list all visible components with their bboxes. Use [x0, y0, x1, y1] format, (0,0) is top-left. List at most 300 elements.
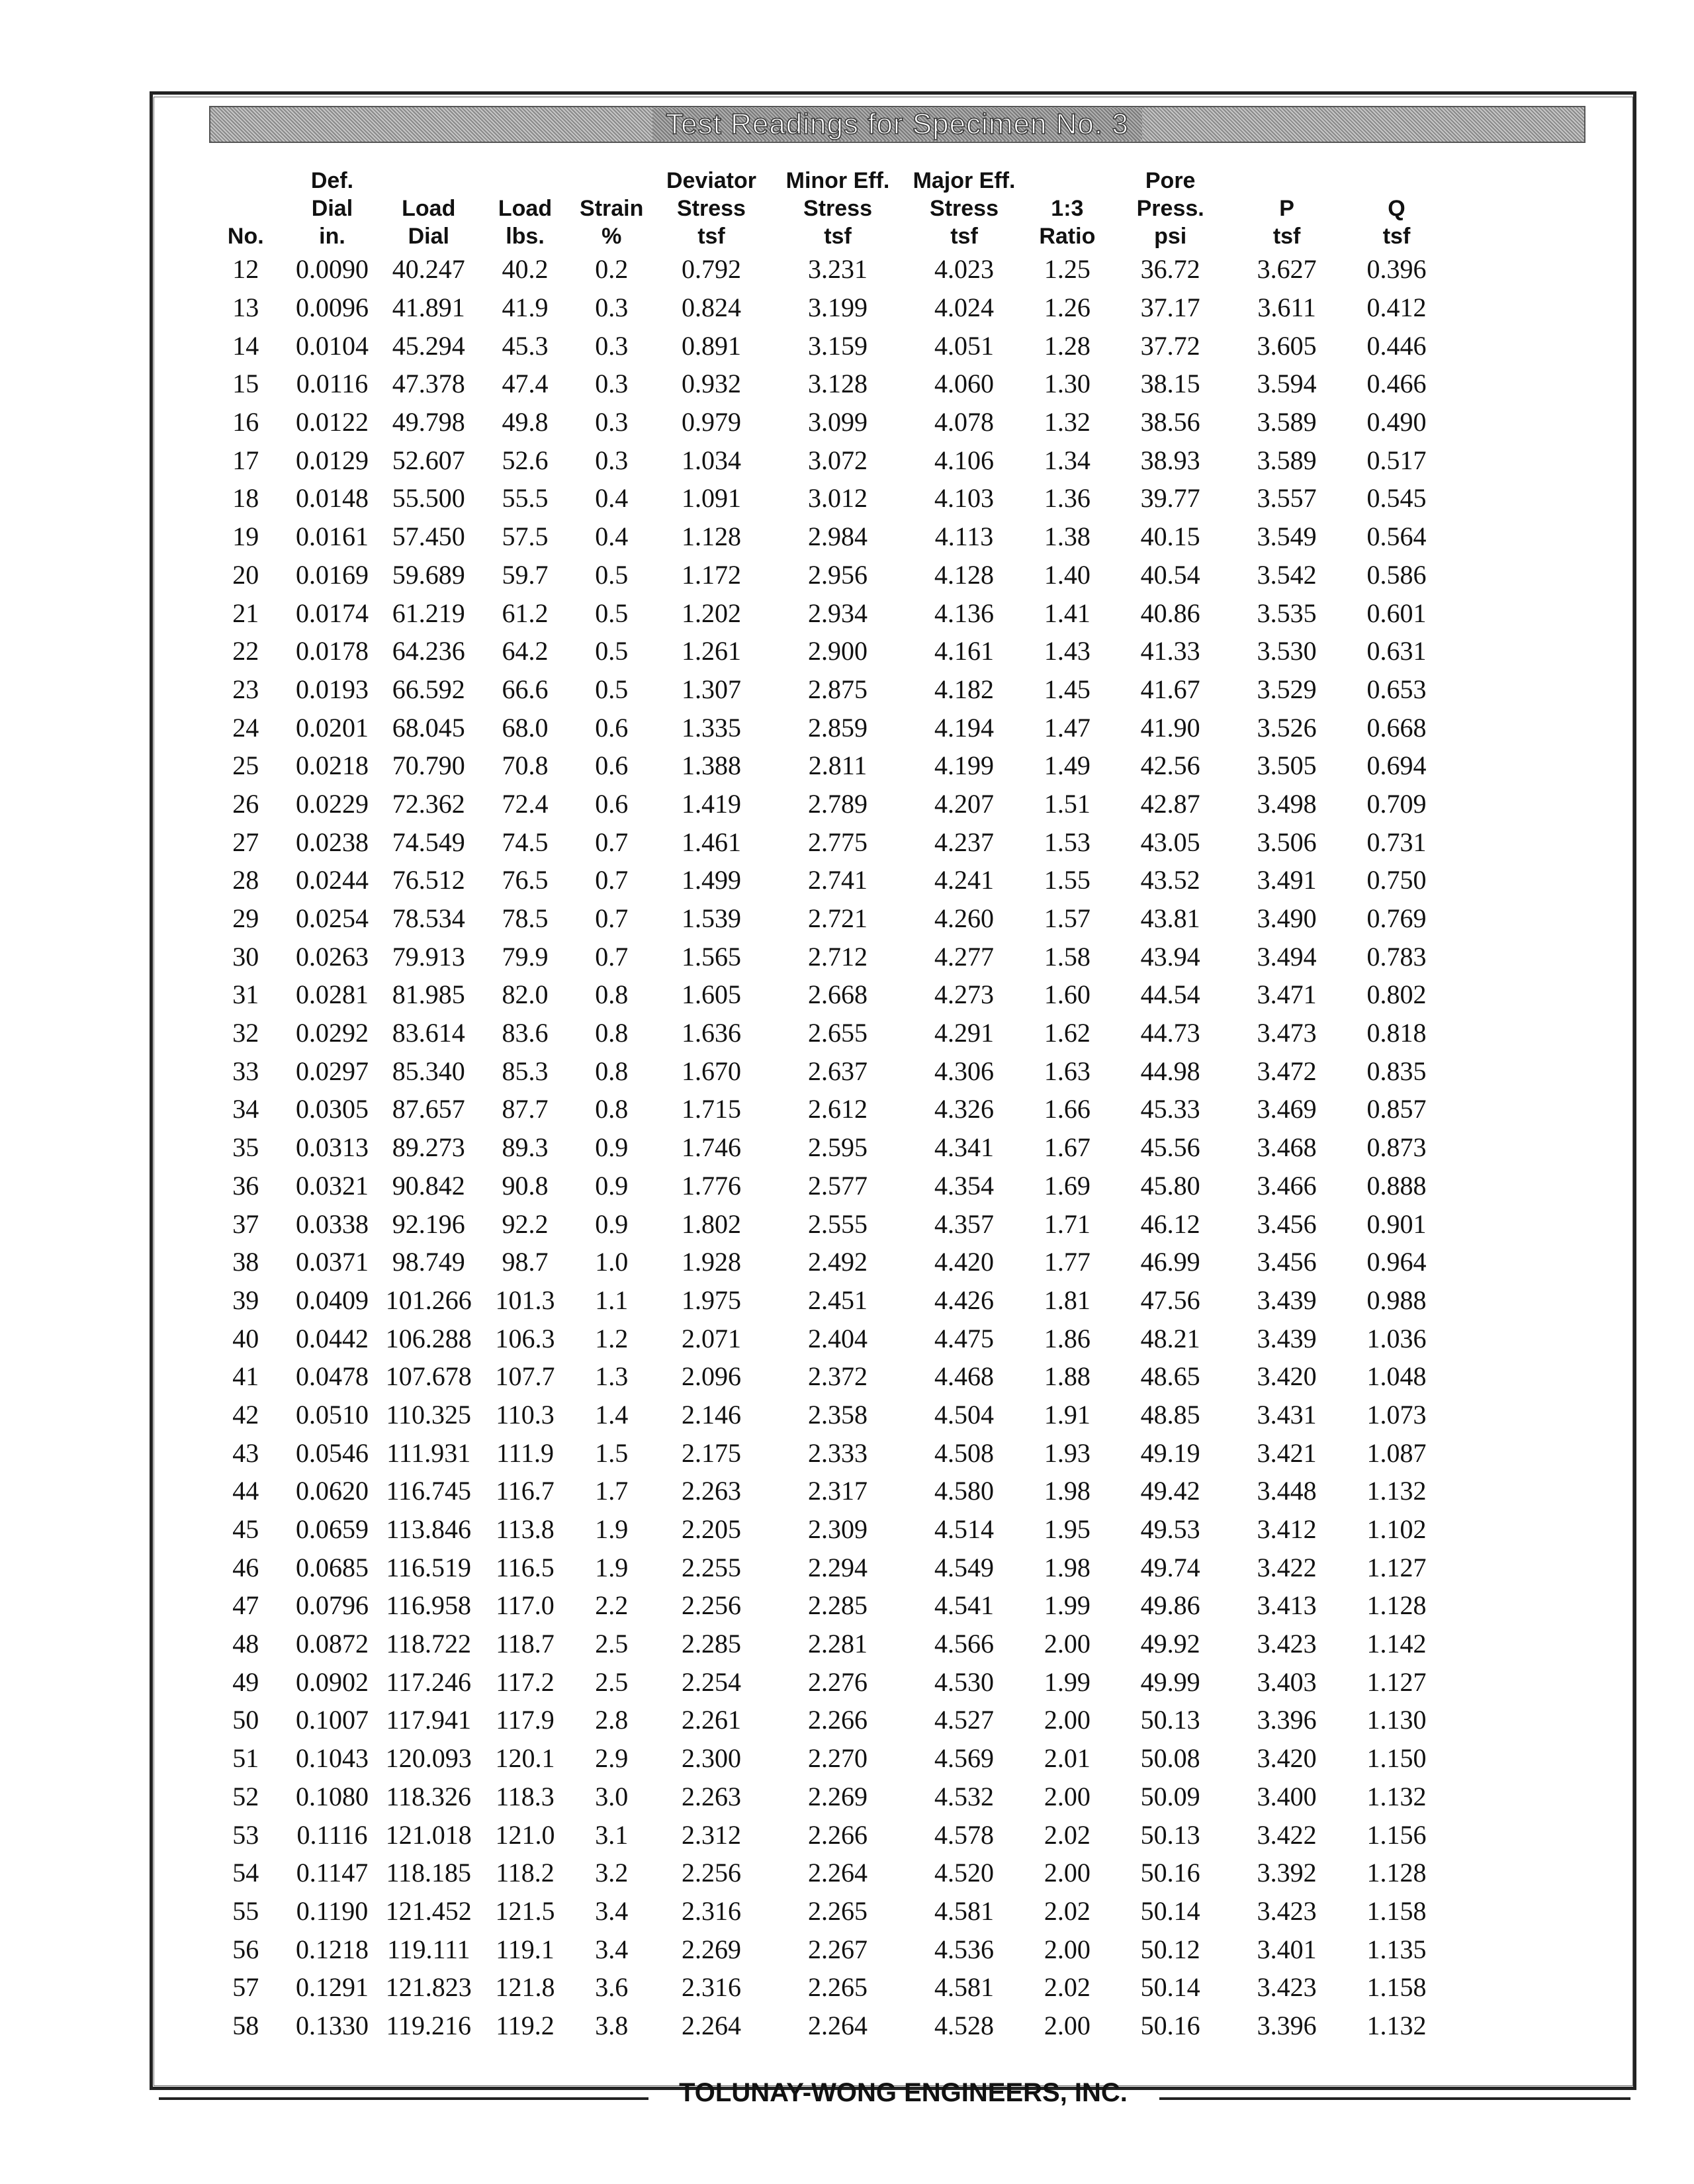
- table-cell: 0.0129: [295, 445, 369, 475]
- table-cell: 0.9: [595, 1170, 629, 1201]
- table-cell: 2.451: [808, 1285, 868, 1315]
- table-cell: 1.172: [681, 559, 741, 590]
- table-cell: 4.326: [934, 1094, 995, 1124]
- table-cell: 2.309: [808, 1514, 868, 1545]
- table-cell: 3.423: [1257, 1972, 1317, 2003]
- table-cell: 1.34: [1044, 445, 1091, 475]
- table-cell: 1.565: [681, 941, 741, 972]
- table-cell: 44.54: [1140, 979, 1200, 1010]
- table-row: [209, 1433, 1453, 1472]
- table-cell: 54: [232, 1858, 259, 1888]
- table-cell: 1.202: [681, 598, 741, 628]
- table-cell: 2.404: [808, 1323, 868, 1353]
- table-cell: 0.694: [1366, 751, 1427, 781]
- table-cell: 40.247: [392, 254, 465, 285]
- table-cell: 4.103: [934, 483, 995, 514]
- table-cell: 90.842: [392, 1170, 465, 1201]
- table-cell: 0.7: [595, 827, 629, 857]
- table-cell: 57.5: [502, 522, 549, 552]
- table-cell: 50: [232, 1705, 259, 1735]
- table-cell: 2.276: [808, 1666, 868, 1697]
- table-cell: 0.412: [1366, 293, 1427, 323]
- table-cell: 1.26: [1044, 293, 1091, 323]
- table-cell: 4.199: [934, 751, 995, 781]
- table-cell: 41.67: [1140, 674, 1200, 704]
- table-cell: 0.6: [595, 788, 629, 819]
- table-cell: 1.132: [1366, 2010, 1427, 2040]
- table-cell: 1.802: [681, 1208, 741, 1239]
- table-cell: 1.99: [1044, 1590, 1091, 1621]
- table-cell: 1.43: [1044, 636, 1091, 666]
- table-cell: 49.92: [1140, 1629, 1200, 1659]
- table-cell: 31: [232, 979, 259, 1010]
- table-cell: 4.580: [934, 1476, 995, 1506]
- table-cell: 1.45: [1044, 674, 1091, 704]
- table-cell: 1.9: [595, 1552, 629, 1582]
- table-cell: 3.072: [808, 445, 868, 475]
- table-cell: 0.9: [595, 1132, 629, 1163]
- table-cell: 0.964: [1366, 1247, 1427, 1277]
- table-cell: 57: [232, 1972, 259, 2003]
- table-cell: 119.216: [386, 2010, 471, 2040]
- table-cell: 1.4: [595, 1399, 629, 1430]
- table-cell: 120.1: [495, 1743, 555, 1774]
- table-cell: 2.02: [1044, 1819, 1091, 1850]
- table-cell: 39.77: [1140, 483, 1200, 514]
- table-cell: 2.01: [1044, 1743, 1091, 1774]
- table-cell: 2.811: [808, 751, 868, 781]
- table-cell: 0.7: [595, 865, 629, 895]
- table-cell: 4.060: [934, 369, 995, 399]
- table-cell: 39: [232, 1285, 259, 1315]
- table-cell: 49.53: [1140, 1514, 1200, 1545]
- table-cell: 0.490: [1366, 407, 1427, 437]
- table-cell: 1.087: [1366, 1437, 1427, 1468]
- table-cell: 38.93: [1140, 445, 1200, 475]
- table-cell: 0.6: [595, 751, 629, 781]
- table-cell: 118.326: [386, 1781, 471, 1811]
- table-cell: 2.267: [808, 1934, 868, 1964]
- table-cell: 50.16: [1140, 2010, 1200, 2040]
- table-cell: 3.396: [1257, 2010, 1317, 2040]
- table-cell: 18: [232, 483, 259, 514]
- table-cell: 4.260: [934, 903, 995, 934]
- table-cell: 0.0442: [295, 1323, 369, 1353]
- table-cell: 3.128: [808, 369, 868, 399]
- table-cell: 0.0254: [295, 903, 369, 934]
- table-cell: 4.581: [934, 1895, 995, 1926]
- table-cell: 3.448: [1257, 1476, 1317, 1506]
- table-cell: 44.98: [1140, 1056, 1200, 1086]
- table-cell: 4.237: [934, 827, 995, 857]
- table-cell: 4.357: [934, 1208, 995, 1239]
- table-cell: 49.42: [1140, 1476, 1200, 1506]
- table-cell: 0.0510: [295, 1399, 369, 1430]
- table-cell: 52.6: [502, 445, 549, 475]
- table-cell: 3.627: [1257, 254, 1317, 285]
- table-cell: 4.106: [934, 445, 995, 475]
- table-cell: 106.288: [385, 1323, 472, 1353]
- table-cell: 3.468: [1257, 1132, 1317, 1163]
- table-cell: 64.236: [392, 636, 465, 666]
- table-cell: 2.875: [808, 674, 868, 704]
- table-row: [209, 1930, 1453, 1968]
- table-cell: 107.678: [385, 1361, 472, 1392]
- table-cell: 3.473: [1257, 1018, 1317, 1048]
- table-cell: 43.52: [1140, 865, 1200, 895]
- table-cell: 1.128: [681, 522, 741, 552]
- table-cell: 2.859: [808, 712, 868, 743]
- table-cell: 3.403: [1257, 1666, 1317, 1697]
- table-cell: 0.0659: [295, 1514, 369, 1545]
- readings-table: [209, 164, 1453, 2044]
- table-cell: 82.0: [502, 979, 549, 1010]
- table-cell: 4.051: [934, 330, 995, 361]
- table-cell: 3.498: [1257, 788, 1317, 819]
- table-cell: 4.113: [934, 522, 994, 552]
- table-cell: 0.0178: [295, 636, 369, 666]
- table-cell: 49.86: [1140, 1590, 1200, 1621]
- table-cell: 4.520: [934, 1858, 995, 1888]
- table-cell: 2.285: [681, 1629, 741, 1659]
- table-cell: 55.5: [502, 483, 549, 514]
- table-cell: 47.56: [1140, 1285, 1200, 1315]
- table-cell: 1.127: [1366, 1666, 1427, 1697]
- table-cell: 42.56: [1140, 751, 1200, 781]
- table-cell: 83.6: [502, 1018, 549, 1048]
- table-row: [209, 632, 1453, 670]
- table-cell: 0.1043: [295, 1743, 369, 1774]
- table-cell: 0.0116: [296, 369, 369, 399]
- table-cell: 0.891: [681, 330, 741, 361]
- table-cell: 49.798: [392, 407, 465, 437]
- table-cell: 1.99: [1044, 1666, 1091, 1697]
- table-cell: 2.2: [595, 1590, 629, 1621]
- table-cell: 0.8: [595, 1056, 629, 1086]
- table-cell: 43.05: [1140, 827, 1200, 857]
- table-cell: 4.241: [934, 865, 995, 895]
- table-cell: 0.1291: [295, 1972, 369, 2003]
- table-cell: 4.341: [934, 1132, 995, 1163]
- table-cell: 1.81: [1044, 1285, 1091, 1315]
- table-cell: 0.0478: [295, 1361, 369, 1392]
- table-cell: 110.3: [496, 1399, 555, 1430]
- table-cell: 2.02: [1044, 1895, 1091, 1926]
- table-cell: 57.450: [392, 522, 465, 552]
- table-cell: 29: [232, 903, 259, 934]
- table-cell: 56: [232, 1934, 259, 1964]
- table-cell: 37: [232, 1208, 259, 1239]
- table-cell: 121.452: [385, 1895, 472, 1926]
- table-cell: 34: [232, 1094, 259, 1124]
- table-cell: 4.128: [934, 559, 995, 590]
- table-cell: 119.2: [496, 2010, 555, 2040]
- table-cell: 0.835: [1366, 1056, 1427, 1086]
- table-cell: 0.0281: [295, 979, 369, 1010]
- table-cell: 117.246: [386, 1666, 471, 1697]
- table-cell: 0.0313: [295, 1132, 369, 1163]
- table-cell: 1.048: [1366, 1361, 1427, 1392]
- table-row: [209, 1892, 1453, 1931]
- table-cell: 2.637: [808, 1056, 868, 1086]
- table-cell: 33: [232, 1056, 259, 1086]
- table-cell: 118.2: [496, 1858, 555, 1888]
- table-cell: 1.605: [681, 979, 741, 1010]
- table-row: [209, 1243, 1453, 1281]
- table-cell: 1.30: [1044, 369, 1091, 399]
- table-cell: 3.594: [1257, 369, 1317, 399]
- table-row: [209, 1052, 1453, 1090]
- table-cell: 3.542: [1257, 559, 1317, 590]
- table-cell: 113.8: [496, 1514, 555, 1545]
- table-cell: 1.670: [681, 1056, 741, 1086]
- table-cell: 0.653: [1366, 674, 1427, 704]
- table-cell: 1.499: [681, 865, 741, 895]
- table-cell: 0.2: [595, 254, 629, 285]
- table-cell: 0.750: [1366, 865, 1427, 895]
- table-cell: 3.422: [1257, 1552, 1317, 1582]
- table-cell: 78.5: [502, 903, 549, 934]
- table-cell: 3.392: [1257, 1858, 1317, 1888]
- table-cell: 0.0872: [295, 1629, 369, 1659]
- table-cell: 1.40: [1044, 559, 1091, 590]
- table-cell: 0.0229: [295, 788, 369, 819]
- table-cell: 3.1: [595, 1819, 629, 1850]
- table-cell: 0.4: [595, 483, 629, 514]
- table-row: [209, 1510, 1453, 1549]
- table-cell: 111.931: [386, 1437, 471, 1468]
- table-cell: 4.508: [934, 1437, 995, 1468]
- table-cell: 0.979: [681, 407, 741, 437]
- table-cell: 3.401: [1257, 1934, 1317, 1964]
- footer-rule-right: [1159, 2097, 1630, 2100]
- table-cell: 1.36: [1044, 483, 1091, 514]
- table-cell: 3.421: [1257, 1437, 1317, 1468]
- table-cell: 52.607: [392, 445, 465, 475]
- table-cell: 1.128: [1366, 1858, 1427, 1888]
- table-cell: 120.093: [385, 1743, 472, 1774]
- table-cell: 1.132: [1366, 1476, 1427, 1506]
- table-cell: 0.0201: [295, 712, 369, 743]
- table-row: [209, 479, 1453, 518]
- table-cell: 1.53: [1044, 827, 1091, 857]
- table-cell: 0.1007: [295, 1705, 369, 1735]
- table-cell: 41.90: [1140, 712, 1200, 743]
- table-cell: 0.0620: [295, 1476, 369, 1506]
- table-cell: 40.86: [1140, 598, 1200, 628]
- table-cell: 121.018: [385, 1819, 472, 1850]
- table-cell: 61.2: [502, 598, 549, 628]
- table-row: [209, 1167, 1453, 1205]
- table-cell: 3.423: [1257, 1895, 1317, 1926]
- table-cell: 85.3: [502, 1056, 549, 1086]
- table-cell: 2.492: [808, 1247, 868, 1277]
- table-cell: 2.577: [808, 1170, 868, 1201]
- table-cell: 0.988: [1366, 1285, 1427, 1315]
- table-row: [209, 1625, 1453, 1663]
- table-cell: 2.317: [808, 1476, 868, 1506]
- table-cell: 4.581: [934, 1972, 995, 2003]
- table-cell: 3.466: [1257, 1170, 1317, 1201]
- table-cell: 1.93: [1044, 1437, 1091, 1468]
- table-cell: 3.431: [1257, 1399, 1317, 1430]
- table-cell: 41.33: [1140, 636, 1200, 666]
- table-cell: 0.769: [1366, 903, 1427, 934]
- table-cell: 38: [232, 1247, 259, 1277]
- table-cell: 1.66: [1044, 1094, 1091, 1124]
- table-cell: 0.3: [595, 330, 629, 361]
- table-cell: 0.802: [1366, 979, 1427, 1010]
- table-cell: 53: [232, 1819, 259, 1850]
- table-cell: 4.161: [934, 636, 995, 666]
- table-cell: 3.529: [1257, 674, 1317, 704]
- column-header: 1:3 Ratio: [1039, 196, 1096, 249]
- table-cell: 1.69: [1044, 1170, 1091, 1201]
- table-row: [209, 1701, 1453, 1739]
- table-cell: 111.9: [496, 1437, 555, 1468]
- table-cell: 46.12: [1140, 1208, 1200, 1239]
- table-cell: 37.72: [1140, 330, 1200, 361]
- table-cell: 21: [232, 598, 259, 628]
- table-row: [209, 899, 1453, 938]
- table-cell: 121.0: [495, 1819, 555, 1850]
- table-cell: 0.8: [595, 979, 629, 1010]
- table-cell: 2.595: [808, 1132, 868, 1163]
- table-cell: 0.5: [595, 559, 629, 590]
- table-row: [209, 861, 1453, 899]
- table-cell: 25: [232, 751, 259, 781]
- table-cell: 36.72: [1140, 254, 1200, 285]
- table-cell: 1.98: [1044, 1552, 1091, 1582]
- table-cell: 90.8: [502, 1170, 549, 1201]
- table-cell: 48.21: [1140, 1323, 1200, 1353]
- table-cell: 43: [232, 1437, 259, 1468]
- table-cell: 1.461: [681, 827, 741, 857]
- table-cell: 79.913: [392, 941, 465, 972]
- table-cell: 1.98: [1044, 1476, 1091, 1506]
- table-cell: 3.589: [1257, 445, 1317, 475]
- table-row: [209, 2007, 1453, 2045]
- table-cell: 1.77: [1044, 1247, 1091, 1277]
- table-cell: 118.722: [386, 1629, 471, 1659]
- table-cell: 1.073: [1366, 1399, 1427, 1430]
- table-cell: 0.3: [595, 407, 629, 437]
- table-cell: 30: [232, 941, 259, 972]
- table-cell: 1.419: [681, 788, 741, 819]
- table-cell: 0.0546: [295, 1437, 369, 1468]
- table-cell: 50.16: [1140, 1858, 1200, 1888]
- table-cell: 1.158: [1366, 1895, 1427, 1926]
- table-row: [209, 556, 1453, 594]
- column-header: Deviator Stress tsf: [666, 168, 757, 249]
- table-cell: 0.5: [595, 598, 629, 628]
- table-cell: 0.586: [1366, 559, 1427, 590]
- table-cell: 2.00: [1044, 1781, 1091, 1811]
- header-row: [209, 164, 1453, 250]
- table-cell: 89.273: [392, 1132, 465, 1163]
- table-cell: 3.469: [1257, 1094, 1317, 1124]
- table-cell: 4.136: [934, 598, 995, 628]
- table-row: [209, 1357, 1453, 1396]
- table-cell: 0.564: [1366, 522, 1427, 552]
- table-cell: 0.857: [1366, 1094, 1427, 1124]
- column-header: Load Dial: [402, 196, 456, 249]
- table-cell: 2.984: [808, 522, 868, 552]
- table-cell: 2.5: [595, 1666, 629, 1697]
- table-cell: 23: [232, 674, 259, 704]
- table-cell: 46: [232, 1552, 259, 1582]
- table-cell: 116.745: [386, 1476, 471, 1506]
- table-cell: 0.601: [1366, 598, 1427, 628]
- table-cell: 3.557: [1257, 483, 1317, 514]
- table-cell: 46.99: [1140, 1247, 1200, 1277]
- table-cell: 1.539: [681, 903, 741, 934]
- table-row: [209, 1128, 1453, 1167]
- table-cell: 4.532: [934, 1781, 995, 1811]
- table-row: [209, 1778, 1453, 1816]
- table-cell: 121.8: [495, 1972, 555, 2003]
- table-cell: 1.58: [1044, 941, 1091, 972]
- table-cell: 1.158: [1366, 1972, 1427, 2003]
- table-cell: 3.535: [1257, 598, 1317, 628]
- table-cell: 0.3: [595, 293, 629, 323]
- table-cell: 2.668: [808, 979, 868, 1010]
- table-cell: 3.2: [595, 1858, 629, 1888]
- column-header: Pore Press. psi: [1136, 168, 1204, 249]
- table-cell: 50.13: [1140, 1819, 1200, 1850]
- table-cell: 1.0: [595, 1247, 629, 1277]
- table-cell: 2.00: [1044, 1629, 1091, 1659]
- table-cell: 3.396: [1257, 1705, 1317, 1735]
- table-cell: 0.0305: [295, 1094, 369, 1124]
- table-cell: 106.3: [495, 1323, 555, 1353]
- table-cell: 2.300: [681, 1743, 741, 1774]
- table-cell: 1.715: [681, 1094, 741, 1124]
- table-cell: 1.132: [1366, 1781, 1427, 1811]
- table-cell: 0.0297: [295, 1056, 369, 1086]
- table-cell: 2.316: [681, 1895, 741, 1926]
- column-header: Minor Eff. Stress tsf: [785, 168, 890, 249]
- table-cell: 1.1: [595, 1285, 629, 1315]
- table-cell: 48: [232, 1629, 259, 1659]
- column-header: Major Eff. Stress tsf: [913, 168, 1016, 249]
- table-cell: 98.7: [502, 1247, 549, 1277]
- table-cell: 2.655: [808, 1018, 868, 1048]
- table-cell: 49.8: [502, 407, 549, 437]
- table-cell: 110.325: [386, 1399, 471, 1430]
- table-cell: 0.0174: [295, 598, 369, 628]
- table-cell: 40.54: [1140, 559, 1200, 590]
- table-cell: 32: [232, 1018, 259, 1048]
- table-cell: 0.1330: [295, 2010, 369, 2040]
- table-cell: 3.012: [808, 483, 868, 514]
- table-cell: 0.792: [681, 254, 741, 285]
- table-cell: 113.846: [386, 1514, 471, 1545]
- table-row: [209, 1662, 1453, 1701]
- table-cell: 2.266: [808, 1705, 868, 1735]
- table-cell: 0.0371: [295, 1247, 369, 1277]
- company-footer: TOLUNAY-WONG ENGINEERS, INC.: [679, 2078, 1128, 2107]
- table-cell: 0.517: [1366, 445, 1427, 475]
- table-cell: 1.88: [1044, 1361, 1091, 1392]
- table-cell: 76.512: [392, 865, 465, 895]
- table-row: [209, 1548, 1453, 1586]
- table-cell: 2.900: [808, 636, 868, 666]
- table-cell: 45.3: [502, 330, 549, 361]
- table-cell: 3.530: [1257, 636, 1317, 666]
- table-cell: 116.5: [496, 1552, 555, 1582]
- table-cell: 0.888: [1366, 1170, 1427, 1201]
